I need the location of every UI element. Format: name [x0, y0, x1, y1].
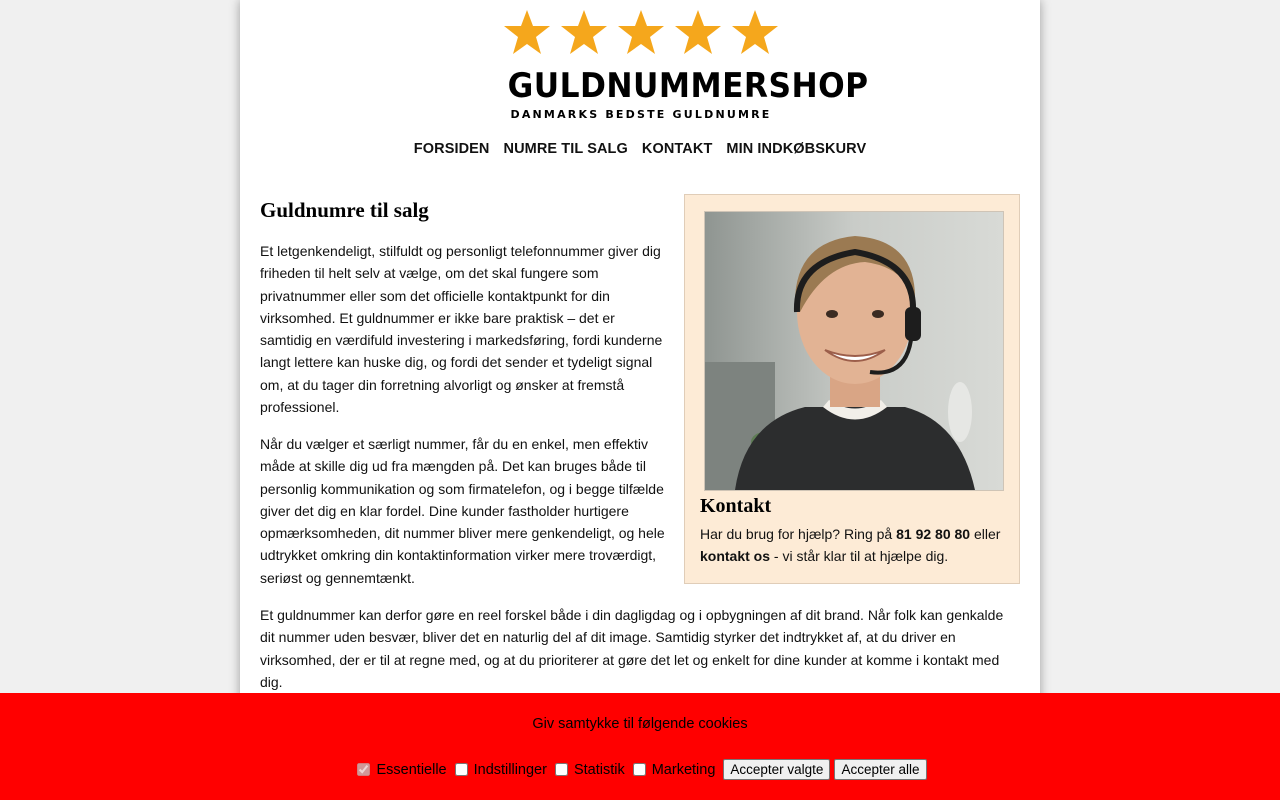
page-container	[240, 0, 1040, 800]
marketing-label: Marketing	[651, 761, 716, 778]
contact-text-before: Har du brug for hjælp? Ring på	[700, 526, 897, 542]
star-icon	[502, 8, 552, 58]
indstillinger-label: Indstillinger	[473, 761, 547, 778]
cookie-title: Giv samtykke til følgende cookies	[532, 716, 748, 732]
nav-item-forsiden[interactable]: FORSIDEN	[413, 141, 490, 157]
star-icon	[616, 8, 666, 58]
essentielle-label: Essentielle	[376, 761, 447, 778]
marketing-checkbox[interactable]	[633, 763, 646, 776]
contact-text	[700, 523, 1010, 567]
nav-item-numre-til-salg[interactable]: NUMRE TIL SALG	[503, 141, 628, 157]
statistik-checkbox[interactable]	[555, 763, 568, 776]
logo-tagline: DANMARKS BEDSTE GULDNUMRE	[510, 108, 772, 121]
contact-phone[interactable]: 81 92 80 80	[896, 526, 971, 542]
accept-selected-button[interactable]: Accepter valgte	[723, 759, 830, 780]
cookie-option-indstillinger[interactable]	[451, 762, 551, 778]
nav-item-kontakt[interactable]: KONTAKT	[641, 141, 713, 157]
main-nav	[240, 141, 1040, 157]
contact-box	[684, 194, 1020, 584]
essentielle-checkbox	[357, 763, 370, 776]
logo-wordmark: GULDNUMMERSHOP	[507, 66, 869, 106]
contact-text-after: - vi står klar til at hjælpe dig.	[770, 548, 949, 564]
nav-item-cart[interactable]: MIN INDKØBSKURV	[726, 141, 867, 157]
cookie-options	[0, 759, 1280, 780]
cookie-consent-banner	[0, 693, 1280, 800]
page-title: Guldnumre til salg	[260, 198, 429, 222]
statistik-label: Statistik	[573, 761, 625, 778]
indstillinger-checkbox[interactable]	[455, 763, 468, 776]
contact-title: Kontakt	[700, 495, 772, 517]
cookie-option-statistik[interactable]	[551, 762, 629, 778]
intro-paragraph: Et letgenkendeligt, stilfuldt og personligt telefonnummer giver dig friheden til helt selv at vælge, om det skal fungere som privatnummer eller som det officielle kontaktpunkt for din virksomhed. Et guldnummer er ikke bare praktisk – det er samtidig en værdifuld investering i markedsføring, fordi kunderne langt lettere kan huske dig, og fordi det sender et tydeligt signal om, at du tager din forretning alvorligt og ønsker at fremstå professionel.	[260, 243, 663, 416]
contact-us-link[interactable]: kontakt os	[700, 548, 771, 564]
site-logo[interactable]	[496, 8, 869, 123]
benefits-paragraph: Når du vælger et særligt nummer, får du en enkel, men effektiv måde at skille dig ud fra mængden på. Det kan bruges både til personlig kommunikation og som firmatelefon, og i begge tilfælde giver det dig en klar fordel. Dine kunder fastholder hurtigere opmærksomheden, dit nummer bliver mere genkendeligt, og hele udtrykket omkring din kontaktinformation virker mere troværdigt, seriøst og gennemtænkt.	[260, 436, 665, 586]
brand-paragraph: Et guldnummer kan derfor gøre en reel forskel både i din dagligdag og i opbygningen af dit brand. Når folk kan genkalde dit nummer uden besvær, bliver det en naturlig del af dit image. Samtidig styrker det indtrykket af, at du driver en virksomhed, der er til at regne med, og at du prioriterer at gøre det let og enkelt for dine kunder at komme i kontakt med dig.	[260, 607, 1004, 690]
star-icon	[673, 8, 723, 58]
star-icon	[730, 8, 780, 58]
cookie-option-marketing[interactable]	[629, 762, 720, 778]
support-agent-photo	[704, 211, 1004, 491]
accept-all-button[interactable]: Accepter alle	[834, 759, 926, 780]
rating-stars	[502, 8, 780, 58]
contact-text-middle: eller	[970, 526, 1001, 542]
cookie-option-essentielle[interactable]	[353, 762, 450, 778]
star-icon	[559, 8, 609, 58]
